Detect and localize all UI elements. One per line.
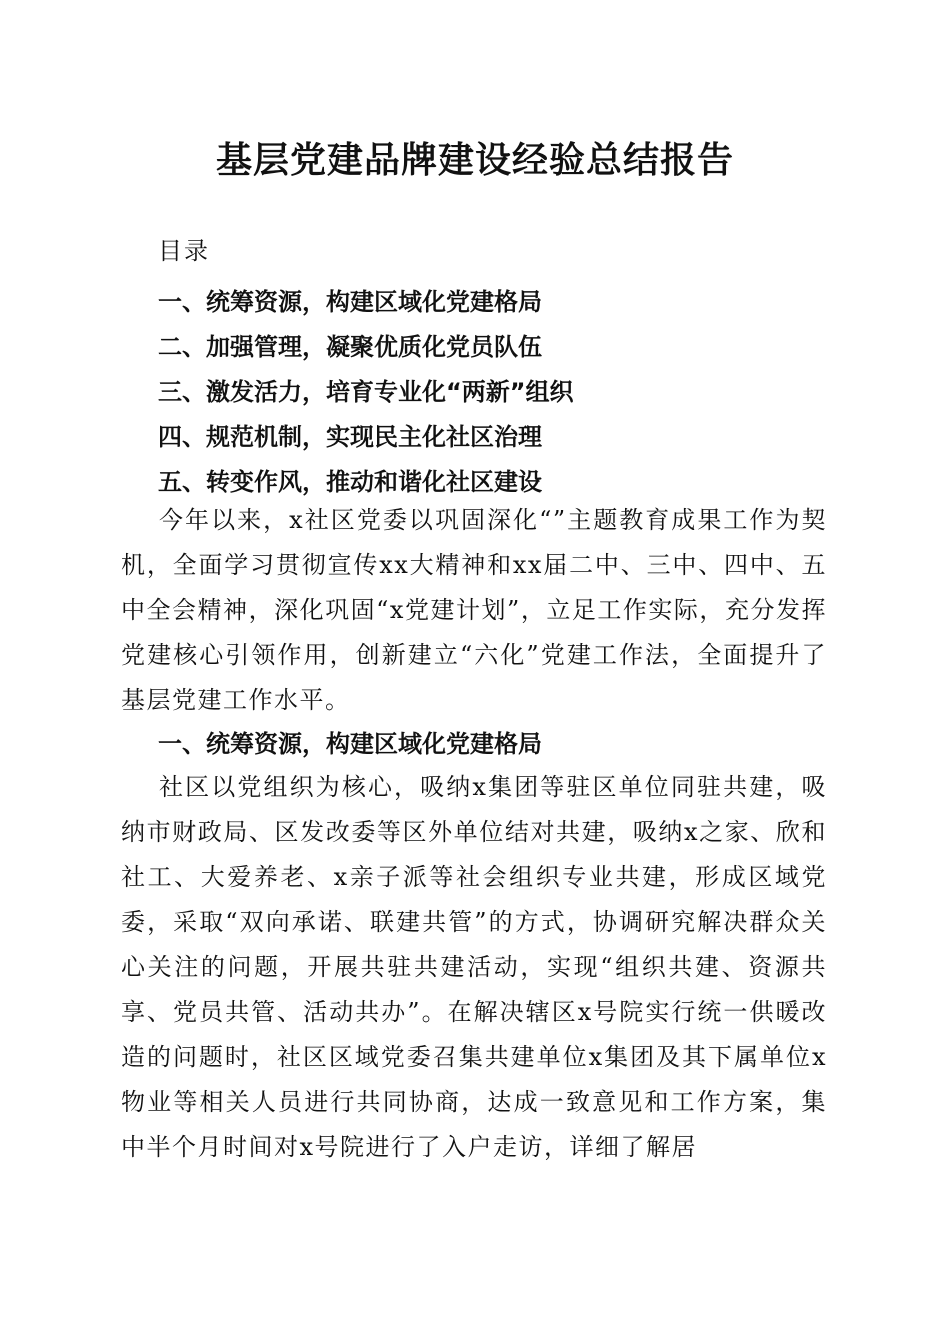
toc-item-1: 一、统筹资源，构建区域化党建格局 — [158, 288, 542, 316]
document-title: 基层党建品牌建设经验总结报告 — [215, 139, 734, 181]
intro-paragraph: 今年以来，x社区党委以巩固深化“”主题教育成果工作为契机，全面学习贯彻宣传xx大精神和xx届二中、三中、四中、五中全会精神，深化巩固“x党建计划”，立足工作实际，充分发挥党建核心引领作用，创新建立“六化”党建工作法，全面提升了基层党建工作水平。 — [121, 506, 827, 714]
toc-item-5: 五、转变作风，推动和谐化社区建设 — [158, 468, 542, 496]
section-1-heading: 一、统筹资源，构建区域化党建格局 — [158, 730, 542, 758]
toc-item-4: 四、规范机制，实现民主化社区治理 — [158, 423, 542, 451]
section-1-paragraph: 社区以党组织为核心，吸纳x集团等驻区单位同驻共建，吸纳市财政局、区发改委等区外单位结对共建，吸纳x之家、欣和社工、大爱养老、x亲子派等社会组织专业共建，形成区域党委，采取“双向承诺、联建共管”的方式，协调研究解决群众关心关注的问题，开展共驻共建活动，实现“组织共建、资源共享、党员共管、活动共办”。在解决辖区x号院实行统一供暖改造的问题时，社区区域党委召集共建单位x集团及其下属单位x物业等相关人员进行共同协商，达成一致意见和工作方案，集中半个月时间对x号院进行了入户走访，详细了解居 — [121, 773, 827, 1161]
toc-label: 目录 — [158, 237, 210, 265]
toc-item-3: 三、激发活力，培育专业化“两新”组织 — [158, 378, 574, 406]
toc-item-2: 二、加强管理，凝聚优质化党员队伍 — [158, 333, 542, 361]
table-of-contents — [158, 280, 574, 505]
